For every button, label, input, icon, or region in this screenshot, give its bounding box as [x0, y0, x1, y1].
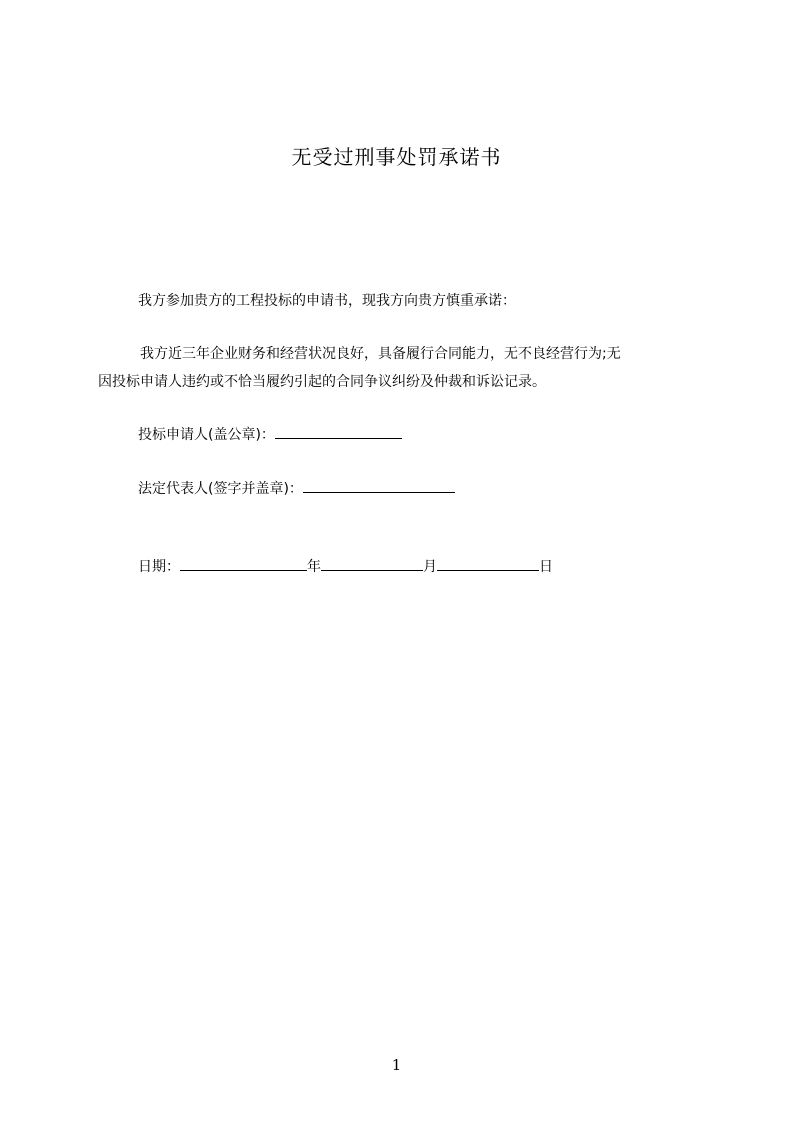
legal-representative-blank[interactable] [303, 474, 455, 493]
date-label: 日期： [138, 559, 180, 575]
applicant-seal-label: 投标申请人(盖公章)： [138, 427, 275, 443]
intro-paragraph: 我方参加贵方的工程投标的申请书，现我方向贵方慎重承诺： [138, 293, 516, 309]
page-number: 1 [391, 1056, 402, 1074]
commitment-line-1: 我方近三年企业财务和经营状况良好，具备履行合同能力，无不良经营行为;无 [140, 346, 621, 362]
month-blank[interactable] [321, 552, 423, 571]
commitment-line-2: 因投标申请人违约或不恰当履约引起的合同争议纠纷及仲裁和诉讼记录。 [98, 374, 546, 390]
legal-representative-label: 法定代表人(签字并盖章)： [138, 481, 303, 497]
month-label: 月 [423, 559, 437, 575]
date-field [138, 552, 553, 581]
day-blank[interactable] [437, 552, 539, 571]
year-blank[interactable] [180, 552, 307, 571]
applicant-seal-field [138, 420, 402, 449]
document-title: 无受过刑事处罚承诺书 [291, 145, 502, 169]
legal-representative-field [138, 474, 455, 503]
day-label: 日 [539, 559, 553, 575]
applicant-seal-blank[interactable] [275, 420, 402, 439]
year-label: 年 [307, 559, 321, 575]
